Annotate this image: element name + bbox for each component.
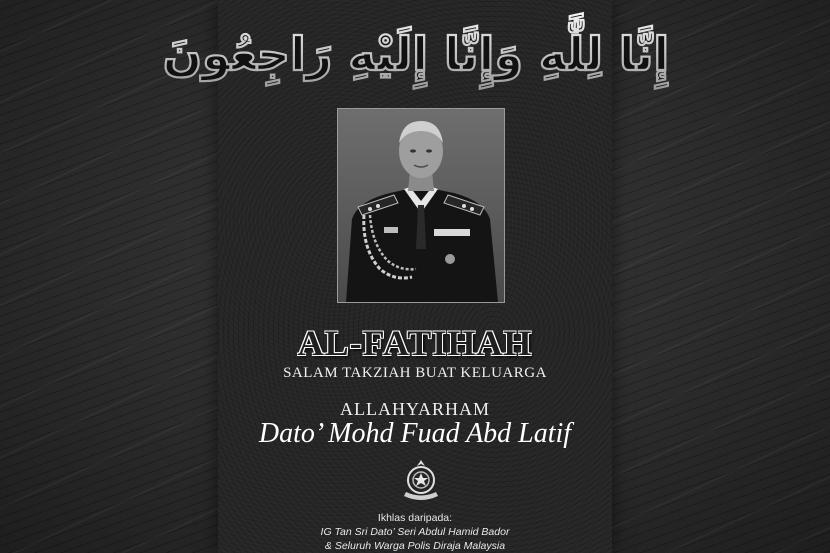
allahyarham-label: ALLAHYARHAM: [340, 399, 490, 419]
calligraphy-text: إِنَّا لِلَّٰهِ وَإِنَّا إِلَيْهِ رَاجِعُونَ: [162, 27, 670, 81]
deceased-name: Dato’ Mohd Fuad Abd Latif: [258, 418, 572, 449]
sender-line: & Seluruh Warga Polis Diraja Malaysia: [324, 540, 506, 552]
condolence-subtitle: SALAM TAKZIAH BUAT KELUARGA: [283, 365, 547, 381]
from-label: Ikhlas daripada:: [377, 512, 453, 524]
sender-line: IG Tan Sri Dato’ Seri Abdul Hamid Bador: [320, 526, 510, 538]
officer-portrait-image: [338, 109, 504, 302]
police-crest-icon: [400, 458, 442, 506]
al-fatihah-title: AL-FATIHAH: [297, 323, 533, 363]
arabic-calligraphy-text: [162, 0, 670, 96]
portrait-photo: [337, 108, 505, 303]
